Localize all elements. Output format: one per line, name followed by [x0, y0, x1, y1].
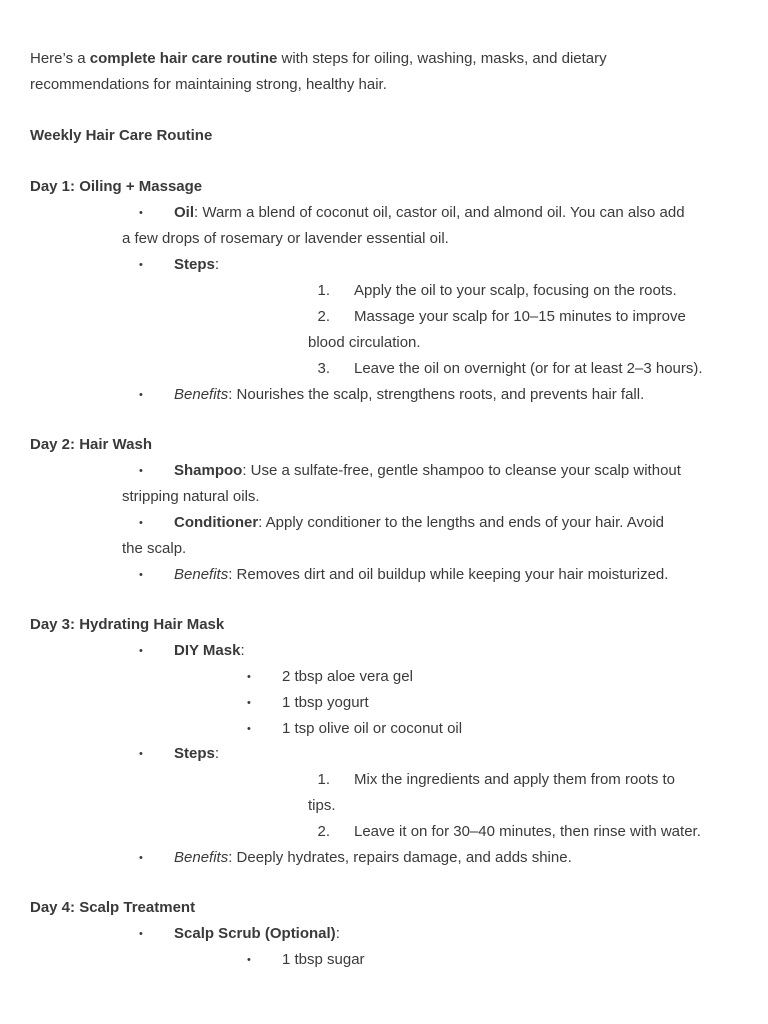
day1-heading: Day 1: Oiling + Massage	[30, 178, 203, 195]
day3-benefits-label: Benefits	[174, 849, 229, 866]
day3-mask-item	[174, 638, 245, 664]
bullet-icon: •	[139, 928, 143, 940]
day3-step-text-cont: tips.	[308, 797, 336, 814]
day1-step-number: 1.	[317, 282, 330, 299]
intro-text-start: Here’s a	[30, 50, 90, 67]
day4-heading: Day 4: Scalp Treatment	[30, 899, 196, 916]
day4-ingredient: 1 tbsp sugar	[282, 951, 365, 968]
day1-step-text: Apply the oil to your scalp, focusing on the roots.	[354, 282, 677, 299]
day1-step-text: Leave the oil on overnight (or for at least 2–3 hours).	[354, 360, 703, 377]
day2-benefits-text: : Removes dirt and oil buildup while keeping your hair moisturized.	[228, 566, 669, 583]
bullet-icon: •	[247, 671, 251, 683]
day4-scrub-colon: :	[335, 925, 340, 942]
day3-step-text: Mix the ingredients and apply them from roots to	[354, 771, 675, 788]
day1-oil-text: : Warm a blend of coconut oil, castor oil, and almond oil. You can also add	[194, 204, 685, 221]
day1-benefits-item	[174, 382, 644, 408]
day2-conditioner-item-cont: the scalp.	[122, 540, 187, 557]
day1-oil-item-cont: a few drops of rosemary or lavender essential oil.	[122, 230, 449, 247]
intro-text-end: with steps for oiling, washing, masks, and dietary	[277, 50, 607, 67]
day1-steps-item	[174, 252, 219, 278]
bullet-icon: •	[139, 389, 143, 401]
day2-benefits-item	[174, 562, 668, 588]
bullet-icon: •	[139, 517, 143, 529]
day2-heading: Day 2: Hair Wash	[30, 436, 152, 453]
day1-steps-label: Steps	[174, 256, 215, 273]
day1-benefits-label: Benefits	[174, 386, 229, 403]
day1-step-text-cont: blood circulation.	[308, 334, 421, 351]
day3-step-text: Leave it on for 30–40 minutes, then rinse with water.	[354, 823, 701, 840]
bullet-icon: •	[139, 852, 143, 864]
day2-conditioner-text: : Apply conditioner to the lengths and ends of your hair. Avoid	[258, 514, 664, 531]
day3-benefits-text: : Deeply hydrates, repairs damage, and adds shine.	[228, 849, 572, 866]
day2-conditioner-item	[174, 510, 664, 536]
day3-ingredient: 1 tbsp yogurt	[282, 694, 369, 711]
bullet-icon: •	[139, 465, 143, 477]
day3-step-number: 2.	[317, 823, 330, 840]
day2-shampoo-item	[174, 458, 681, 484]
day1-step-number: 3.	[317, 360, 330, 377]
day2-shampoo-label: Shampoo	[174, 462, 243, 479]
day3-steps-colon: :	[214, 745, 220, 762]
day3-ingredient: 2 tbsp aloe vera gel	[282, 668, 413, 685]
bullet-icon: •	[139, 259, 143, 271]
day2-shampoo-text: : Use a sulfate-free, gentle shampoo to cleanse your scalp without	[242, 462, 681, 479]
day3-steps-label: Steps	[174, 745, 215, 762]
day3-steps-item	[174, 741, 219, 767]
bullet-icon: •	[139, 207, 143, 219]
bullet-icon: •	[247, 697, 251, 709]
bullet-icon: •	[139, 569, 143, 581]
day1-step-text: Massage your scalp for 10–15 minutes to improve	[354, 308, 686, 325]
bullet-icon: •	[247, 723, 251, 735]
day4-scrub-label: Scalp Scrub (Optional)	[174, 925, 336, 942]
day1-oil-label: Oil	[174, 204, 195, 221]
day1-benefits-text: : Nourishes the scalp, strengthens roots, and prevents hair fall.	[228, 386, 645, 403]
day3-step-number: 1.	[317, 771, 330, 788]
intro-paragraph-line2: recommendations for maintaining strong, healthy hair.	[30, 76, 387, 93]
bullet-icon: •	[139, 645, 143, 657]
day2-conditioner-label: Conditioner	[174, 514, 259, 531]
day3-mask-colon: :	[240, 642, 245, 659]
day3-heading: Day 3: Hydrating Hair Mask	[30, 616, 225, 633]
routine-title: Weekly Hair Care Routine	[30, 127, 213, 144]
day3-ingredient: 1 tsp olive oil or coconut oil	[282, 720, 463, 737]
bullet-icon: •	[247, 954, 251, 966]
intro-bold-phrase: complete hair care routine	[89, 50, 278, 67]
day3-benefits-item	[174, 845, 572, 871]
day4-scrub-item	[174, 921, 340, 947]
bullet-icon: •	[139, 748, 143, 760]
intro-paragraph	[30, 46, 607, 72]
day1-step-number: 2.	[317, 308, 330, 325]
day1-steps-colon: :	[214, 256, 220, 273]
day3-mask-label: DIY Mask	[174, 642, 241, 659]
day2-shampoo-item-cont: stripping natural oils.	[122, 488, 260, 505]
day2-benefits-label: Benefits	[174, 566, 229, 583]
day1-oil-item	[174, 200, 685, 226]
